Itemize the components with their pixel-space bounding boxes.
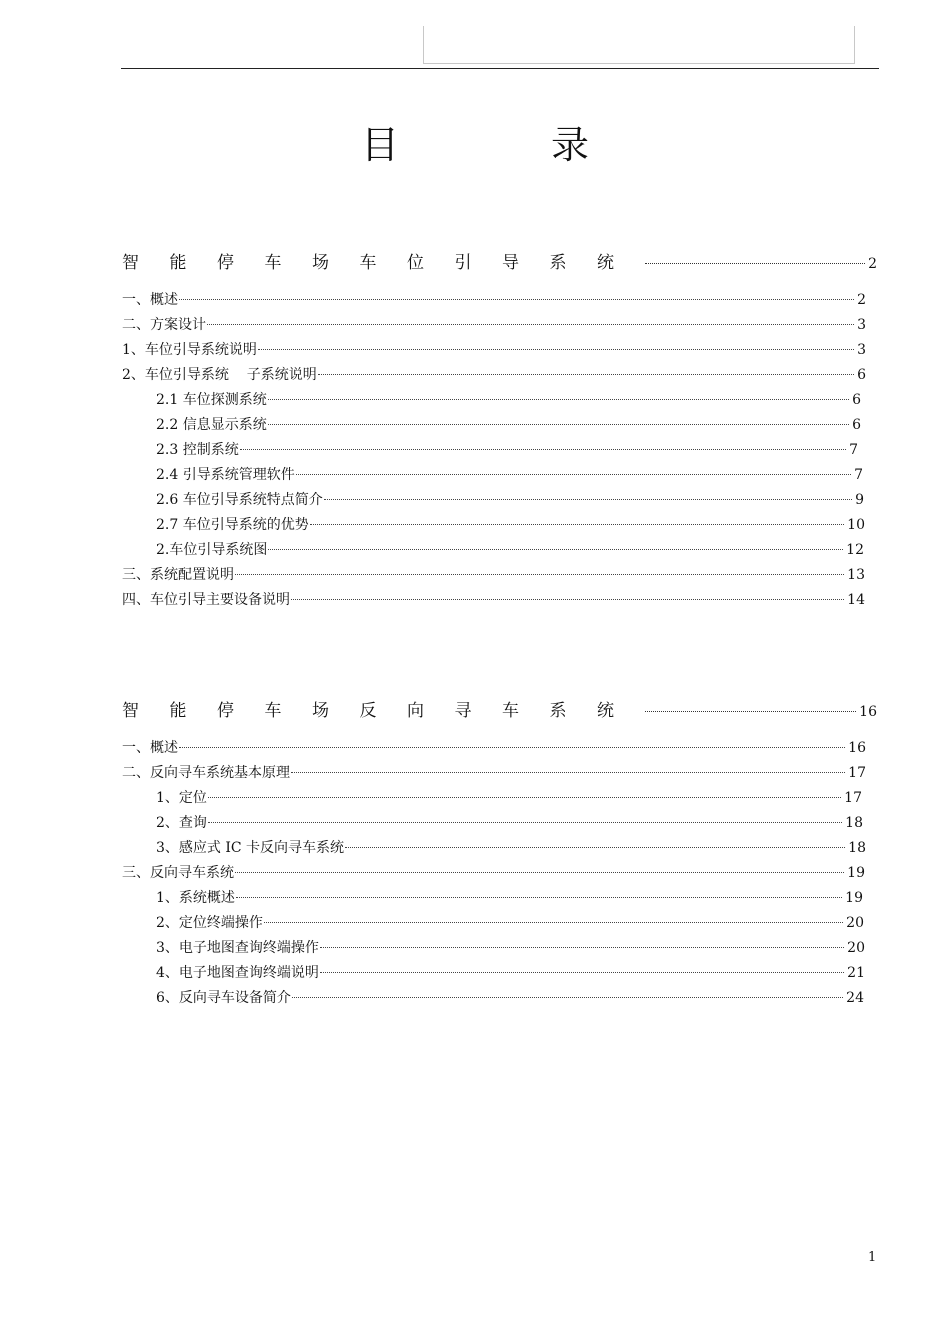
toc-entry[interactable] — [122, 339, 866, 361]
toc-entry-page: 17 — [848, 765, 866, 781]
toc-entry[interactable] — [122, 564, 865, 586]
toc-entry[interactable] — [122, 737, 866, 759]
toc-entry-page: 3 — [857, 317, 866, 333]
dot-leader — [236, 897, 842, 898]
toc-entry[interactable] — [156, 489, 864, 511]
toc-entry-text: 2.6 车位引导系统特点简介 — [156, 492, 323, 508]
dot-leader — [264, 922, 843, 923]
toc-entry-page: 17 — [844, 790, 862, 806]
dot-leader — [645, 263, 866, 264]
toc-entry-page: 20 — [847, 940, 865, 956]
page-number: 1 — [868, 1250, 877, 1265]
dot-leader — [268, 549, 843, 550]
section-heading-page: 2 — [868, 256, 877, 272]
toc-entry-page: 13 — [847, 567, 865, 583]
toc-entry[interactable] — [156, 937, 865, 959]
toc-entry[interactable] — [156, 514, 865, 536]
dot-leader — [179, 299, 854, 300]
toc-entry-page: 9 — [855, 492, 864, 508]
section-heading-page: 16 — [859, 704, 877, 720]
toc-entry-page: 21 — [847, 965, 865, 981]
dot-leader — [235, 574, 844, 575]
toc-entry[interactable] — [122, 314, 866, 336]
toc-entry-text: 3、感应式 IC 卡反向寻车系统 — [156, 840, 345, 856]
toc-entry-text: 2.2 信息显示系统 — [156, 417, 267, 433]
page-title: 目 录 — [360, 123, 660, 167]
dot-leader — [645, 711, 857, 712]
toc-entry[interactable] — [156, 887, 863, 909]
dot-leader — [268, 424, 849, 425]
toc-entry[interactable] — [122, 589, 865, 611]
dot-leader — [345, 847, 845, 848]
toc-entry[interactable] — [122, 289, 866, 311]
header-box — [423, 26, 855, 64]
dot-leader — [268, 399, 849, 400]
toc-entry-text: 2.3 控制系统 — [156, 442, 239, 458]
toc-entry[interactable] — [156, 812, 863, 834]
dot-leader — [208, 822, 842, 823]
dot-leader — [324, 499, 852, 500]
dot-leader — [208, 797, 841, 798]
toc-entry-text: 2、定位终端操作 — [156, 915, 263, 931]
dot-leader — [207, 324, 854, 325]
toc-entry-text: 一、概述 — [122, 292, 178, 308]
toc-entry-text: 二、反向寻车系统基本原理 — [122, 765, 290, 781]
toc-entry-text: 1、定位 — [156, 790, 207, 806]
toc-entry-text: 6、反向寻车设备简介 — [156, 990, 291, 1006]
toc-entry[interactable] — [156, 837, 866, 859]
dot-leader — [320, 972, 844, 973]
toc-entry-text: 三、系统配置说明 — [122, 567, 234, 583]
toc-entry-page: 3 — [857, 342, 866, 358]
toc-entry-page: 10 — [847, 517, 865, 533]
section-heading-label: 智能停车场反向寻车系统 — [122, 701, 645, 721]
toc-entry-page: 6 — [852, 392, 861, 408]
dot-leader — [296, 474, 851, 475]
dot-leader — [291, 599, 844, 600]
toc-entry-text: 1、车位引导系统说明 — [122, 342, 257, 358]
toc-entry[interactable] — [156, 439, 858, 461]
toc-entry[interactable] — [156, 464, 863, 486]
toc-entry-page: 6 — [857, 367, 866, 383]
toc-entry-page: 24 — [846, 990, 864, 1006]
toc-entry[interactable] — [122, 762, 866, 784]
toc-entry-page: 18 — [845, 815, 863, 831]
toc-entry-text: 4、电子地图查询终端说明 — [156, 965, 319, 981]
dot-leader — [291, 772, 845, 773]
toc-entry[interactable] — [156, 787, 862, 809]
toc-entry-page: 14 — [847, 592, 865, 608]
toc-entry-page: 7 — [854, 467, 863, 483]
dot-leader — [179, 747, 845, 748]
toc-entry[interactable] — [156, 414, 861, 436]
toc-entry-text: 二、方案设计 — [122, 317, 206, 333]
toc-entry-text: 3、电子地图查询终端操作 — [156, 940, 319, 956]
dot-leader — [292, 997, 843, 998]
toc-section-heading[interactable] — [122, 696, 877, 722]
header-rule — [121, 68, 879, 69]
toc-entry[interactable] — [122, 364, 866, 386]
toc-entry-text: 2、车位引导系统 子系统说明 — [122, 367, 317, 383]
toc-entry-text: 1、系统概述 — [156, 890, 235, 906]
dot-leader — [320, 947, 844, 948]
dot-leader — [240, 449, 846, 450]
toc-entry[interactable] — [156, 987, 864, 1009]
toc-entry-text: 2.1 车位探测系统 — [156, 392, 267, 408]
toc-entry-page: 18 — [848, 840, 866, 856]
dot-leader — [318, 374, 854, 375]
toc-entry-page: 6 — [852, 417, 861, 433]
toc-entry-text: 2、查询 — [156, 815, 207, 831]
toc-entry[interactable] — [156, 539, 864, 561]
toc-entry-page: 16 — [848, 740, 866, 756]
toc-entry-text: 2.4 引导系统管理软件 — [156, 467, 295, 483]
dot-leader — [235, 872, 844, 873]
toc-entry-page: 20 — [846, 915, 864, 931]
toc-section-heading[interactable] — [122, 248, 877, 274]
toc-entry-page: 12 — [846, 542, 864, 558]
section-heading-label: 智能停车场车位引导系统 — [122, 253, 645, 273]
toc-entry[interactable] — [156, 912, 864, 934]
toc-entry-page: 19 — [847, 865, 865, 881]
toc-entry-text: 2.7 车位引导系统的优势 — [156, 517, 309, 533]
dot-leader — [258, 349, 854, 350]
toc-entry-text: 一、概述 — [122, 740, 178, 756]
toc-entry-text: 四、车位引导主要设备说明 — [122, 592, 290, 608]
toc-entry-page: 19 — [845, 890, 863, 906]
toc-entry-text: 2.车位引导系统图 — [156, 542, 268, 558]
toc-entry-text: 三、反向寻车系统 — [122, 865, 234, 881]
dot-leader — [310, 524, 844, 525]
toc-entry[interactable] — [156, 389, 861, 411]
toc-entry[interactable] — [156, 962, 865, 984]
toc-entry[interactable] — [122, 862, 865, 884]
toc-entry-page: 2 — [857, 292, 866, 308]
toc-entry-page: 7 — [849, 442, 858, 458]
